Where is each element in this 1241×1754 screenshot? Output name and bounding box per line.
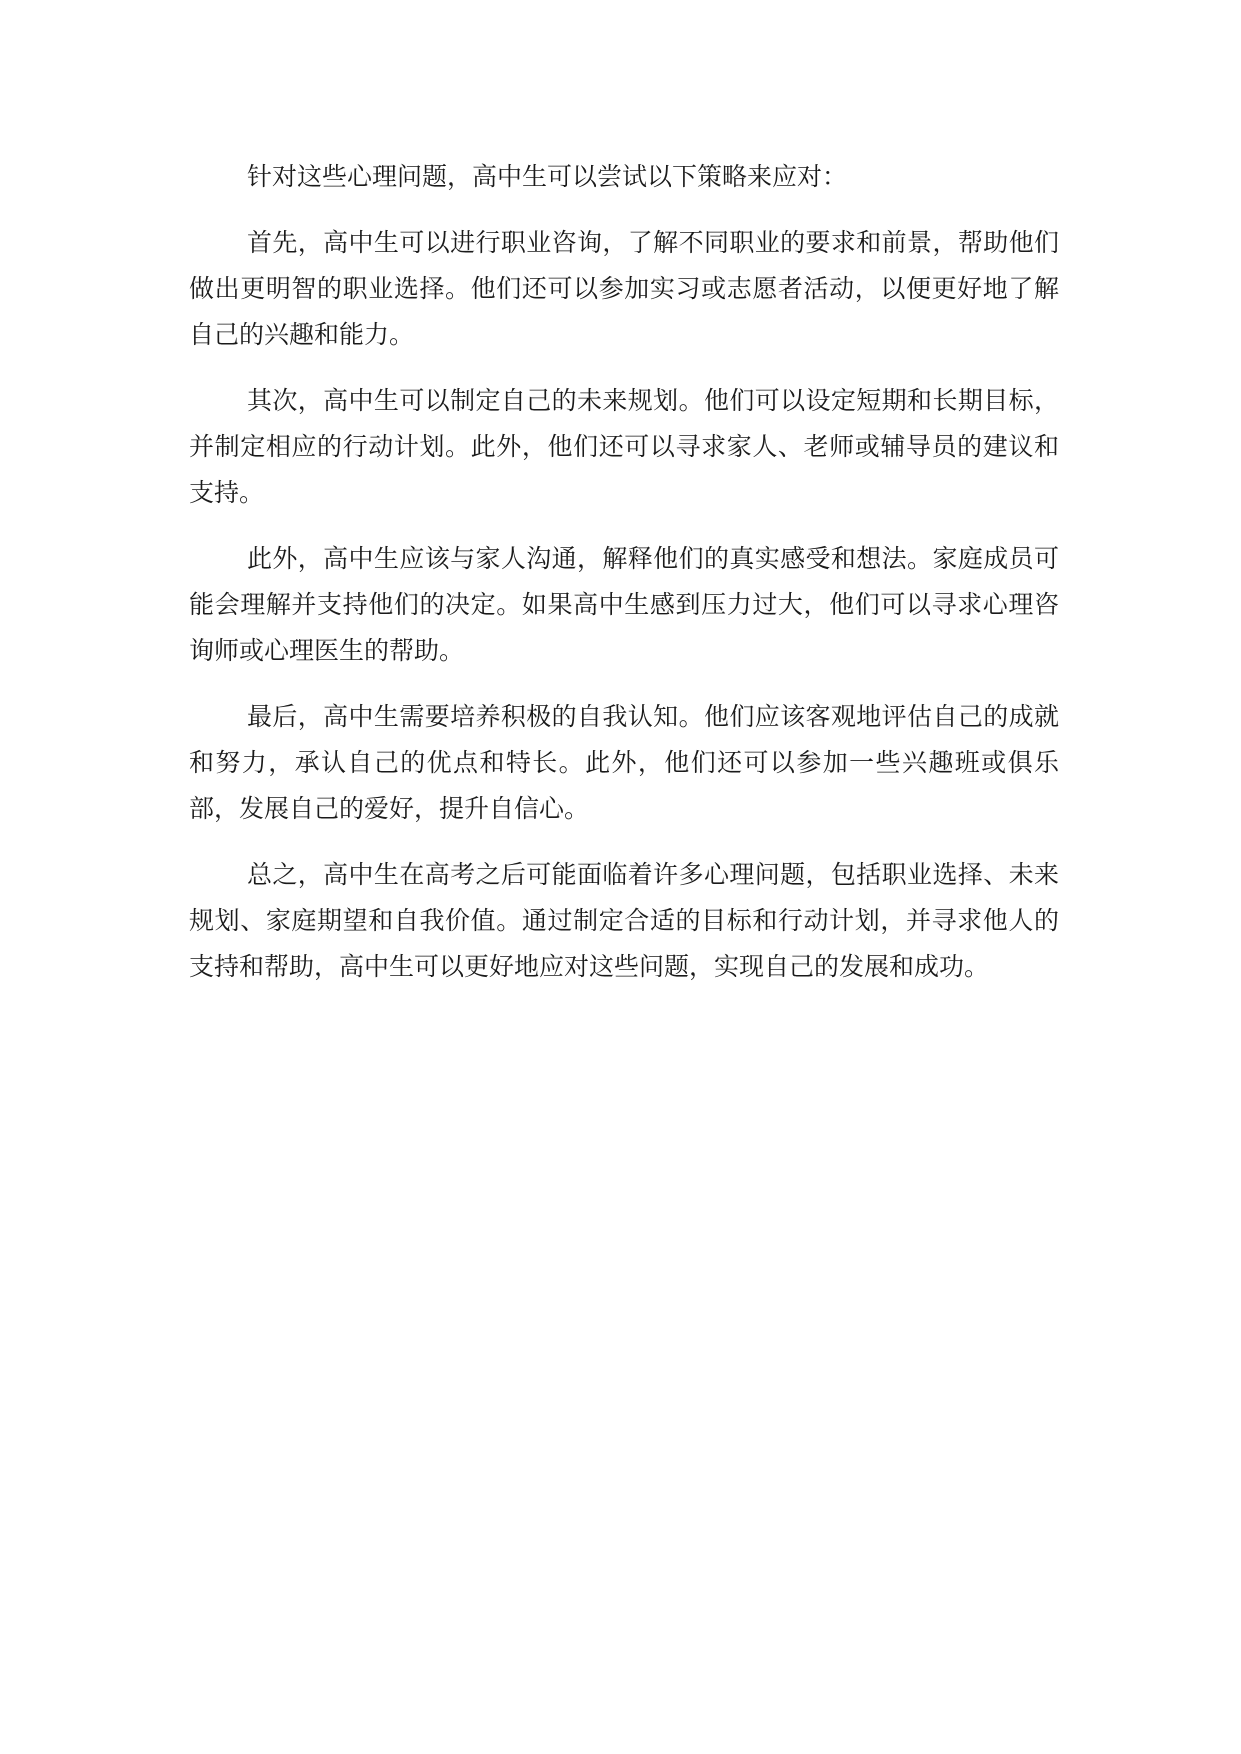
paragraph-first: 首先，高中生可以进行职业咨询，了解不同职业的要求和前景，帮助他们做出更明智的职业选择。他们还可以参加实习或志愿者活动，以便更好地了解自己的兴趣和能力。 <box>189 228 1059 349</box>
paragraph-conclusion: 总之，高中生在高考之后可能面临着许多心理问题，包括职业选择、未来规划、家庭期望和自我价值。通过制定合适的目标和行动计划，并寻求他人的支持和帮助，高中生可以更好地应对这些问题，实现自己的发展和成功。 <box>189 860 1059 981</box>
paragraph-second: 其次，高中生可以制定自己的未来规划。他们可以设定短期和长期目标，并制定相应的行动计划。此外，他们还可以寻求家人、老师或辅导员的建议和支持。 <box>189 386 1059 507</box>
paragraph-third: 此外，高中生应该与家人沟通，解释他们的真实感受和想法。家庭成员可能会理解并支持他们的决定。如果高中生感到压力过大，他们可以寻求心理咨询师或心理医生的帮助。 <box>189 544 1059 665</box>
paragraph-intro: 针对这些心理问题，高中生可以尝试以下策略来应对： <box>247 162 848 191</box>
paragraph-fourth: 最后，高中生需要培养积极的自我认知。他们应该客观地评估自己的成就和努力，承认自己的优点和特长。此外，他们还可以参加一些兴趣班或俱乐部，发展自己的爱好，提升自信心。 <box>189 702 1059 823</box>
document-body <box>189 154 1059 1010</box>
